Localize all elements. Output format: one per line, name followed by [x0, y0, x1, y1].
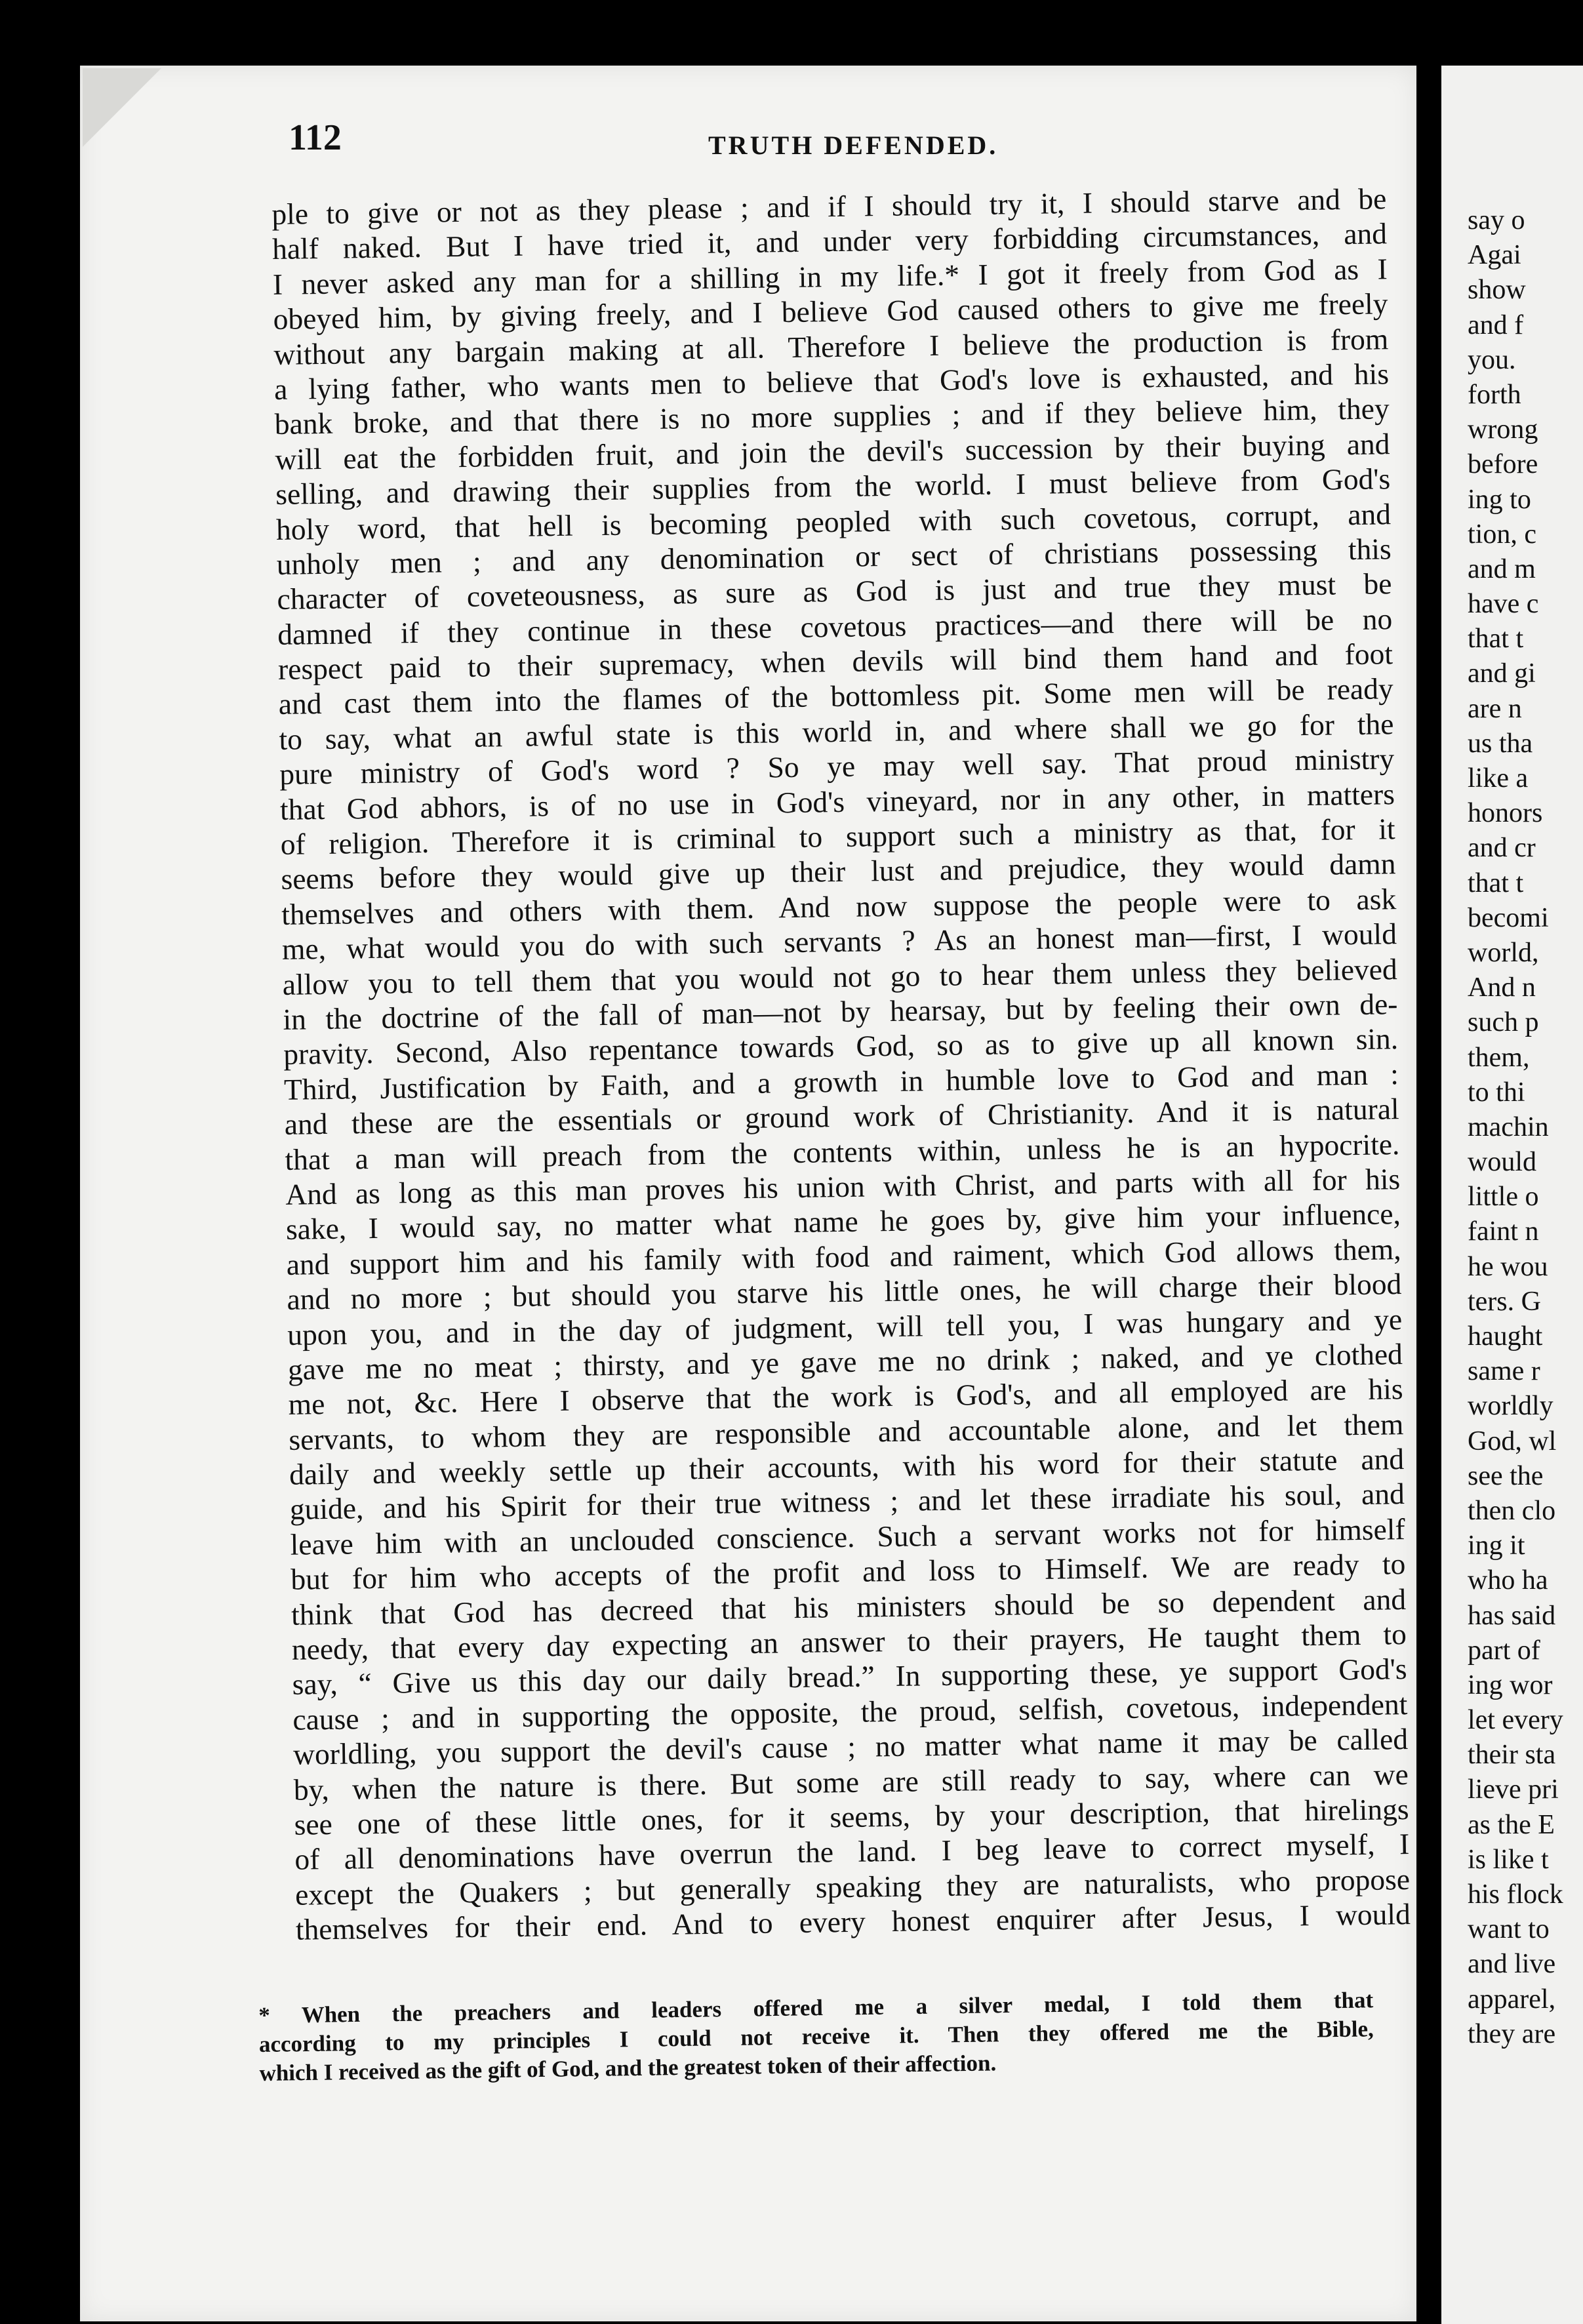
footnote: [258, 1986, 1374, 2088]
body-line: damned if they continue in these covetous practices—and there will be no: [277, 601, 1393, 651]
body-line: by, when the nature is there. But some are still ready to say, where can we: [293, 1757, 1409, 1807]
facing-page-line: worldly: [1468, 1391, 1553, 1422]
body-line: and support him and his family with food and raiment, which God allows them,: [286, 1232, 1401, 1281]
facing-page-line: and gi: [1468, 658, 1536, 689]
body-line: that a man will preach from the contents within, unless he is an hypocrite.: [285, 1127, 1400, 1176]
body-line: think that God has decreed that his ministers should be so dependent and: [291, 1582, 1407, 1632]
facing-page-line: is like t: [1468, 1844, 1549, 1875]
facing-page-text: [1468, 203, 1583, 2052]
facing-page-line: becomi: [1468, 902, 1549, 933]
body-line: And as long as this man proves his union with Christ, and parts with all for his: [285, 1162, 1401, 1211]
body-line: seems before they would give up their lust and prejudice, they would damn: [281, 847, 1396, 896]
facing-page-line: that t: [1468, 624, 1524, 654]
page-number: 112: [289, 117, 342, 158]
body-line: worldling, you support the devil's cause ; no matter what name it may be called: [292, 1722, 1409, 1771]
facing-page-line: would: [1468, 1147, 1536, 1178]
body-line: upon you, and in the day of judgment, will tell you, I was hungary and ye: [287, 1302, 1403, 1352]
facing-page-line: haught: [1468, 1321, 1543, 1352]
facing-page-line: they are: [1468, 2018, 1556, 2049]
facing-page-line: to thi: [1468, 1077, 1525, 1108]
facing-page-line: their sta: [1468, 1740, 1556, 1771]
body-line: pure ministry of God's word ? So ye may well say. That proud ministry: [279, 742, 1395, 791]
body-line: me, what would you do with such servants ? As an honest man—first, I would: [281, 917, 1397, 967]
facing-page-line: lieve pri: [1468, 1774, 1559, 1805]
facing-page-line: tion, c: [1468, 519, 1536, 550]
facing-page-line: ing wor: [1468, 1670, 1553, 1700]
running-head: TRUTH DEFENDED.: [708, 130, 999, 160]
facing-page-line: he wou: [1468, 1251, 1548, 1282]
facing-page-line: forth: [1468, 379, 1521, 410]
book-gutter: [1416, 66, 1441, 2324]
facing-page-line: us tha: [1468, 728, 1533, 759]
facing-page-line: apparel,: [1468, 1984, 1556, 2014]
facing-page-line: world,: [1468, 937, 1539, 968]
body-line: say, “ Give us this day our daily bread.” In supporting these, ye support God's: [292, 1652, 1407, 1702]
facing-page-line: before: [1468, 449, 1538, 480]
body-line: and no more ; but should you starve his little ones, he will charge their blood: [287, 1267, 1402, 1316]
body-line: and cast them into the flames of the bottomless pit. Some men will be ready: [278, 671, 1393, 721]
body-line: will eat the forbidden fruit, and join the devil's succession by their buying and: [275, 426, 1390, 476]
body-line: themselves for their end. And to every honest enquirer after Jesus, I would: [295, 1897, 1411, 1946]
facing-page-line: then clo: [1468, 1495, 1556, 1526]
body-line: half naked. But I have tried it, and under very forbidding circumstances, and: [271, 216, 1388, 266]
facing-page-line: have c: [1468, 589, 1539, 620]
facing-page-line: wrong: [1468, 414, 1538, 445]
body-line: I never asked any man for a shilling in my life.* I got it freely from God as I: [272, 252, 1388, 301]
folded-corner: [83, 68, 161, 147]
facing-page-line: same r: [1468, 1356, 1540, 1387]
body-line: sake, I would say, no matter what name he goes by, give him your influence,: [285, 1197, 1401, 1247]
body-line: guide, and his Spirit for their true witness ; and let these irradiate his soul, and: [289, 1477, 1405, 1527]
facing-page-line: honors: [1468, 798, 1543, 829]
body-line: Third, Justification by Faith, and a growth in humble love to God and man :: [283, 1056, 1399, 1106]
body-line: of religion. Therefore it is criminal to support such a ministry as that, for it: [280, 812, 1395, 861]
body-line: that God abhors, is of no use in God's vineyard, nor in any other, in matters: [279, 776, 1395, 826]
facing-page-line: and m: [1468, 553, 1536, 584]
body-line: a lying father, who wants men to believe that God's love is exhausted, and his: [273, 357, 1390, 406]
footnote-line: according to my principles I could not receive it. Then they offered me the Bible,: [258, 2016, 1374, 2057]
body-line: but for him who accepts of the profit and loss to Himself. We are ready to: [291, 1547, 1406, 1597]
footnote-line: which I received as the gift of God, and the greatest token of their affection.: [259, 2050, 997, 2086]
body-line: and these are the essentials or ground work of Christianity. And it is natural: [284, 1092, 1399, 1142]
body-line: character of coveteousness, as sure as God is just and true they must be: [277, 567, 1392, 616]
facing-page-line: that t: [1468, 868, 1524, 898]
facing-page-line: has said: [1468, 1600, 1556, 1631]
body-line: allow you to tell them that you would not go to hear them unless they believed: [282, 952, 1397, 1001]
body-line: gave me no meat ; thirsty, and ye gave me no drink ; naked, and ye clothed: [287, 1336, 1403, 1386]
facing-page-line: and f: [1468, 310, 1524, 340]
facing-page-line: And n: [1468, 972, 1536, 1003]
facing-page-line: Agai: [1468, 240, 1521, 271]
body-line: holy word, that hell is becoming peopled with such covetous, corrupt, and: [275, 496, 1392, 546]
facing-page-line: ters. G: [1468, 1286, 1541, 1317]
facing-page-line: want to: [1468, 1914, 1550, 1945]
facing-page-line: you.: [1468, 344, 1516, 375]
body-line: of all denominations have overrun the land. I beg leave to correct myself, I: [294, 1827, 1410, 1877]
body-line: needy, that every day expecting an answer to their prayers, He taught them to: [291, 1617, 1407, 1666]
body-line: unholy men ; and any denomination or sect of christians possessing this: [276, 532, 1392, 581]
body-line: respect paid to their supremacy, when devils will bind them hand and foot: [277, 637, 1393, 687]
body-line: selling, and drawing their supplies from the world. I must believe from God's: [275, 462, 1391, 511]
facing-page-line: faint n: [1468, 1216, 1539, 1247]
body-line: in the doctrine of the fall of man—not by hearsay, but by feeling their own de-: [283, 987, 1398, 1036]
footnote-line: * When the preachers and leaders offered me a silver medal, I told them that: [258, 1987, 1374, 2028]
facing-page-line: ing to: [1468, 484, 1531, 515]
body-line: bank broke, and that there is no more supplies ; and if they believe him, they: [274, 391, 1390, 441]
body-line: daily and weekly settle up their accounts, with his word for their statute and: [289, 1442, 1405, 1491]
facing-page-line: are n: [1468, 693, 1522, 724]
facing-page-line: part of: [1468, 1635, 1540, 1666]
facing-page-line: machin: [1468, 1112, 1549, 1142]
facing-page-line: who ha: [1468, 1565, 1548, 1596]
body-text: [271, 181, 1411, 1947]
body-line: obeyed him, by giving freely, and I believe God caused others to give me freely: [273, 287, 1388, 336]
facing-page-line: and live: [1468, 1949, 1556, 1980]
body-line: cause ; and in supporting the opposite, the proud, selfish, covetous, independent: [292, 1687, 1408, 1736]
facing-page-line: let every: [1468, 1705, 1563, 1736]
body-line: to say, what an awful state is this world in, and where shall we go for the: [279, 707, 1394, 756]
body-line: see one of these little ones, for it seems, by your description, that hirelings: [294, 1792, 1409, 1841]
facing-page-line: as the E: [1468, 1809, 1555, 1840]
body-line: without any bargain making at all. Therefore I believe the production is from: [273, 321, 1389, 371]
body-line: servants, to whom they are responsible and accountable alone, and let them: [289, 1407, 1404, 1456]
body-line: pravity. Second, Also repentance towards God, so as to give up all known sin.: [283, 1022, 1399, 1072]
facing-page-line: them,: [1468, 1042, 1530, 1073]
facing-page-line: see the: [1468, 1460, 1544, 1491]
facing-page-line: God, wl: [1468, 1426, 1557, 1456]
facing-page-line: and cr: [1468, 833, 1536, 864]
body-line: leave him with an unclouded conscience. Such a servant works not for himself: [290, 1512, 1405, 1561]
body-line: ple to give or not as they please ; and if I should try it, I should starve and be: [271, 182, 1387, 231]
facing-page-line: his flock: [1468, 1879, 1563, 1910]
facing-page-line: show: [1468, 275, 1526, 306]
body-line: except the Quakers ; but generally speaking they are naturalists, who propose: [294, 1862, 1411, 1912]
facing-page-line: ing it: [1468, 1531, 1525, 1561]
facing-page-line: little o: [1468, 1182, 1539, 1212]
facing-page-line: such p: [1468, 1007, 1539, 1038]
facing-page-line: say o: [1468, 205, 1525, 235]
facing-page-line: like a: [1468, 763, 1529, 793]
body-line: me not, &c. Here I observe that the work is God's, and all employed are his: [288, 1372, 1403, 1422]
body-line: themselves and others with them. And now suppose the people were to ask: [281, 881, 1397, 931]
